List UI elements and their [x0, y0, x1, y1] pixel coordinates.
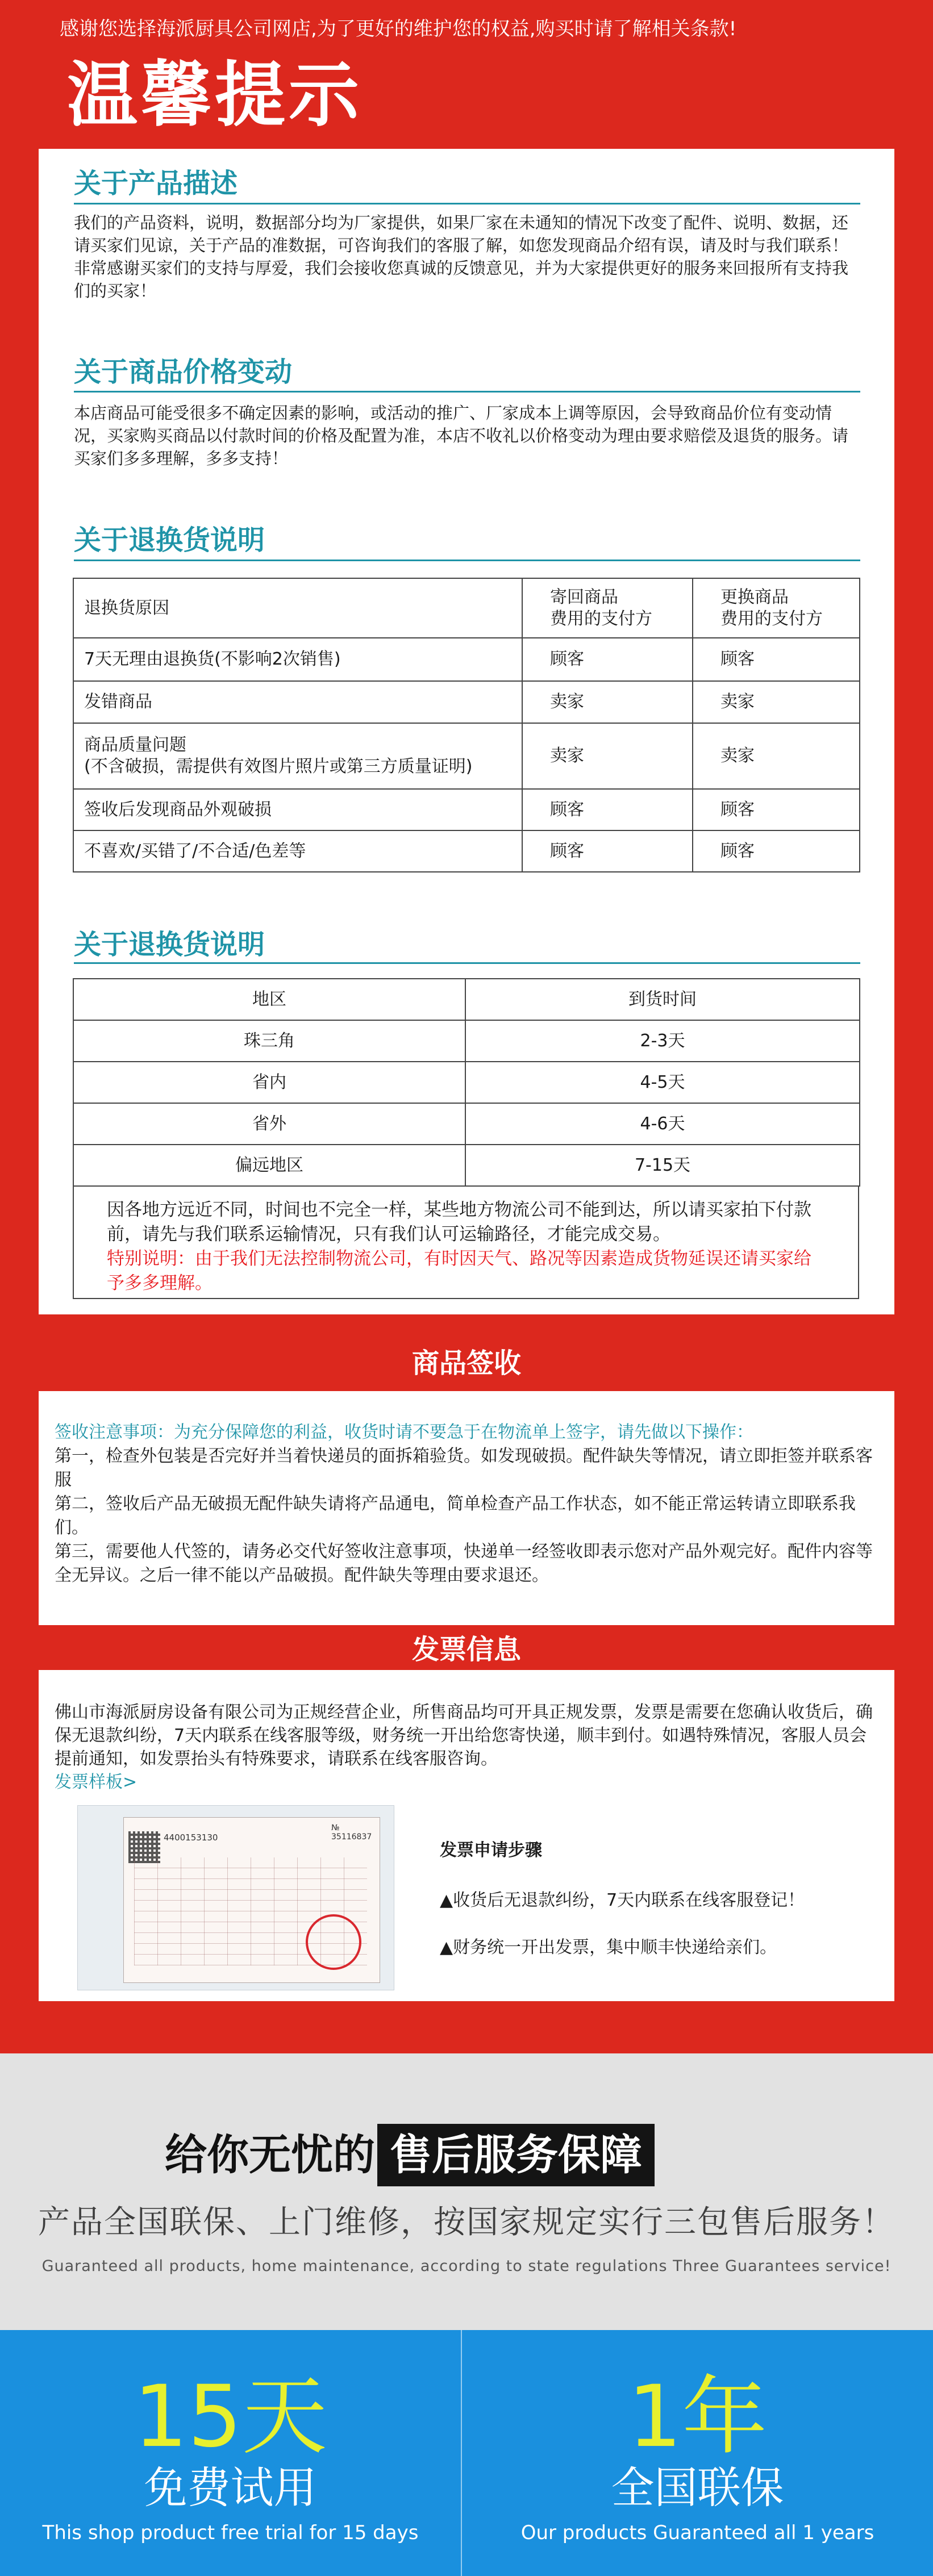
- table-row: [73, 638, 860, 681]
- table-header-cell: 更换商品 费用的支付方: [693, 578, 860, 638]
- sign-text: [55, 1421, 873, 1588]
- table-cell: 7-15天: [465, 1145, 860, 1186]
- special-note-text: 特别说明：由于我们无法控制物流公司，有时因天气、路况等因素造成货物延误还请买家给予多多理解。: [107, 1249, 811, 1293]
- table-row: [73, 789, 860, 830]
- sign-lead: 签收注意事项：为充分保障您的利益，收货时请不要急于在物流单上签字，请先做以下操作：: [55, 1422, 753, 1442]
- shipping-table: [73, 978, 860, 1187]
- section-heading-price-change: 关于商品价格变动: [74, 356, 293, 388]
- invoice-number-text: № 35116837: [331, 1823, 372, 1842]
- table-cell: 偏远地区: [73, 1145, 465, 1186]
- table-row: [73, 1103, 860, 1145]
- table-cell: 顾客: [522, 830, 693, 872]
- table-header-cell: 到货时间: [465, 979, 860, 1020]
- table-header-cell: 地区: [73, 979, 465, 1020]
- return-policy-table: [73, 578, 860, 872]
- table-cell: 签收后发现商品外观破损: [73, 789, 522, 830]
- notice-banner: 感谢您选择海派厨具公司网店,为了更好的维护您的权益,购买时请了解相关条款!: [60, 18, 737, 40]
- table-row: [73, 1062, 860, 1103]
- slogan-part-1: 给你无忧的: [165, 2131, 375, 2180]
- table-header-cell: 寄回商品 费用的支付方: [522, 578, 693, 638]
- table-cell: 卖家: [522, 681, 693, 723]
- shipping-note-box: [73, 1185, 859, 1299]
- table-cell: 顾客: [693, 789, 860, 830]
- table-cell: 顾客: [693, 638, 860, 681]
- table-row: [73, 830, 860, 872]
- invoice-sample-image: [77, 1805, 394, 1990]
- invoice-panel: [39, 1670, 894, 2001]
- service-subtitle-en: Guaranteed all products, home maintenance, according to state regulations Three Guarantees service!: [41, 2257, 892, 2275]
- table-cell: 不喜欢/买错了/不合适/色差等: [73, 830, 522, 872]
- slogan-part-2: 售后服务保障: [377, 2124, 655, 2186]
- invoice-code-text: 4400153130: [164, 1832, 218, 1843]
- invoice-form-graphic: [123, 1817, 380, 1983]
- price-change-text: 本店商品可能受很多不确定因素的影响，或活动的推广、厂家成本上调等原因，会导致商品价位有变动情况，买家购买商品以付款时间的价格及配置为准，本店不收礼以价格变动为理由要求赔偿及退货的服务。请买家们多多理解，多多支持！: [74, 403, 849, 468]
- invoice-sample-link[interactable]: 发票样板>: [55, 1772, 138, 1792]
- shipping-note: [107, 1198, 828, 1296]
- table-cell: 7天无理由退换货(不影响2次销售): [73, 638, 522, 681]
- heading-underline: [74, 203, 860, 204]
- trial-label-en: This shop product free trial for 15 days: [42, 2521, 419, 2544]
- table-cell: 顾客: [693, 830, 860, 872]
- table-cell: 发错商品: [73, 681, 522, 723]
- sign-item-1: 第一，检查外包装是否完好并当着快递员的面拆箱验货。如发现破损。配件缺失等情况，请立即拒签并联系客服: [55, 1446, 873, 1490]
- sign-item-2: 第二，签收后产品无破损无配件缺失请将产品通电，简单检查产品工作状态，如不能正常运转请立即联系我们。: [55, 1494, 856, 1538]
- section-heading-shipping: 关于退换货说明: [74, 929, 265, 961]
- table-cell: 省内: [73, 1062, 465, 1103]
- warranty-label-en: Our products Guaranteed all 1 years: [520, 2521, 874, 2544]
- table-cell: 2-3天: [465, 1020, 860, 1062]
- service-subtitle-cn: 产品全国联保、上门维修，按国家规定实行三包售后服务！: [38, 2204, 895, 2241]
- sign-item-3: 第三，需要他人代签的，请务必交代好签收注意事项，快递单一经签收即表示您对产品外观完好。配件内容等全无异议。之后一律不能以产品破损。配件缺失等理由要求退还。: [55, 1542, 873, 1585]
- service-slogan: [163, 2124, 655, 2186]
- warranty-label: 全国联保: [611, 2462, 784, 2513]
- trial-days-number: 15天: [134, 2368, 327, 2466]
- heading-underline: [74, 962, 860, 964]
- table-row: [73, 681, 860, 723]
- product-desc-text: 我们的产品资料，说明，数据部分均为厂家提供，如果厂家在未通知的情况下改变了配件、说明、数据，还请买家们见谅，关于产品的准数据，可咨询我们的客服了解，如您发现商品介绍有误，请及时与我们联系！非常感谢买家们的支持与厚爱，我们会接收您真诚的反馈意见，并为大家提供更好的服务来回报所有支持我们的买家！: [74, 213, 849, 300]
- table-header-row: [73, 578, 860, 638]
- trial-label: 免费试用: [144, 2462, 317, 2513]
- table-cell: 顾客: [522, 789, 693, 830]
- sign-section-title: 商品签收: [411, 1347, 521, 1379]
- table-cell: 珠三角: [73, 1020, 465, 1062]
- table-row: [73, 1145, 860, 1186]
- table-cell: 顾客: [522, 638, 693, 681]
- info-panel: [39, 149, 894, 1314]
- invoice-section-title: 发票信息: [411, 1634, 521, 1665]
- sign-panel: [39, 1391, 894, 1625]
- shipping-note-text: 因各地方远近不同，时间也不完全一样，某些地方物流公司不能到达，所以请买家拍下付款前，请先与我们联系运输情况，只有我们认可运输路径，才能完成交易。: [107, 1200, 811, 1245]
- table-cell: 卖家: [693, 723, 860, 789]
- invoice-step-1: ▲收货后无退款纠纷，7天内联系在线客服登记！: [440, 1890, 805, 1910]
- table-header-cell: 退换货原因: [73, 578, 522, 638]
- heading-underline: [74, 560, 860, 561]
- warranty-years-number: 1年: [627, 2368, 768, 2466]
- table-cell: 4-5天: [465, 1062, 860, 1103]
- table-row: [73, 723, 860, 789]
- invoice-description: 佛山市海派厨房设备有限公司为正规经营企业，所售商品均可开具正规发票，发票是需要在您确认收货后，确保无退款纠纷，7天内联系在线客服等级，财务统一开出给您寄快递，顺丰到付。如遇特殊情况，客服人员会提前通知，如发票抬头有特殊要求，请联系在线客服咨询。: [55, 1702, 873, 1769]
- section-heading-return-policy: 关于退换货说明: [74, 524, 265, 556]
- table-cell: 卖家: [693, 681, 860, 723]
- table-cell: 商品质量问题 (不含破损，需提供有效图片照片或第三方质量证明): [73, 723, 522, 789]
- table-cell: 省外: [73, 1103, 465, 1145]
- table-cell: 4-6天: [465, 1103, 860, 1145]
- section-heading-product-desc: 关于产品描述: [74, 168, 238, 199]
- invoice-text: [55, 1701, 878, 1794]
- invoice-steps-title: 发票申请步骤: [440, 1840, 542, 1860]
- table-cell: 卖家: [522, 723, 693, 789]
- page-title: 温馨提示: [67, 55, 363, 136]
- invoice-step-2: ▲财务统一开出发票，集中顺丰快递给亲们。: [440, 1938, 777, 1957]
- seal-stamp-icon: [306, 1914, 361, 1970]
- table-row: [73, 1020, 860, 1062]
- table-header-row: [73, 979, 860, 1020]
- service-section: [0, 2053, 933, 2330]
- heading-underline: [74, 391, 860, 393]
